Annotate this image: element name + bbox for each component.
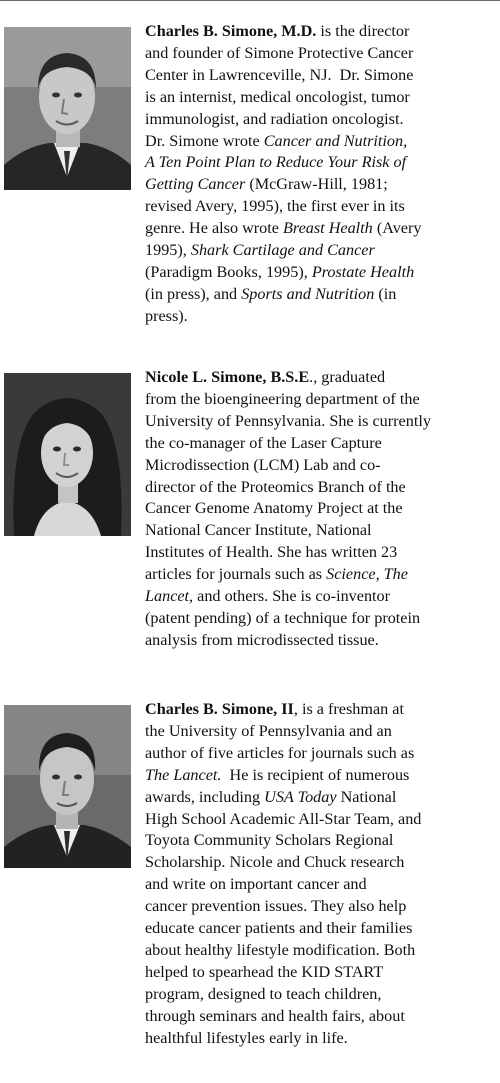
bio-text-span: Dr. Simone wrote [145,131,264,150]
bio-line [145,940,493,962]
bio-line [145,896,493,918]
bio-line [145,131,493,153]
bio-text-span: author of five articles for journals such as [145,743,415,762]
bio-line [145,809,493,831]
bio-text-span: is the director [316,22,410,40]
publication-title: Science, The [326,565,408,584]
bio-text-span: educate cancer patients and their families [145,919,413,938]
bio-text-span: healthful lifestyles early in life. [145,1028,348,1047]
bio-text-span: (McGraw-Hill, 1981; [245,175,388,194]
bio-text-span: the University of Pennsylvania and an [145,721,392,740]
bio-line [145,109,493,131]
bio-text-span: (in [374,284,397,303]
bio-text-span: Center in Lawrenceville, NJ. Dr. Simone [145,65,414,84]
bio-text-span: press). [145,306,188,325]
publication-title: USA Today [264,787,337,806]
bio-line [145,1006,493,1028]
bio-text-span: Cancer Genome Anatomy Project at the [145,499,403,518]
bio-text-span: National [336,787,397,806]
person-name: Charles B. Simone, M.D. [145,22,317,40]
bio-text-span: He is recipient of numerous [221,765,410,784]
bio-text-span: 1995), [145,241,191,260]
bio-line [145,608,493,630]
bio-line [145,174,493,196]
publication-title: The Lancet. [145,765,222,784]
bio-line [145,262,493,284]
bio-text-span: helped to spearhead the KID START [145,962,384,981]
bio-line [145,743,493,765]
bio-line [145,240,493,262]
bio-text-span: , is a freshman at [293,700,404,718]
bio-text-span: through seminars and health fairs, about [145,1006,405,1025]
bio-line [145,21,493,43]
bio-text-span: from the bioengineering department of the [145,389,420,408]
top-rule [0,0,500,1]
bio-text-nicole-simone [145,367,493,652]
bio-text-span: is an internist, medical oncologist, tumor [145,87,410,106]
bio-line [145,65,493,87]
bio-line [145,284,493,306]
bio-line [145,699,493,721]
bio-line [145,1028,493,1050]
bio-text-span: director of the Proteomics Branch of the [145,477,406,496]
bio-text-span: (patent pending) of a technique for protein [145,608,421,627]
publication-title: Sports and Nutrition [241,284,375,303]
publication-title: Getting Cancer [145,175,246,194]
bio-line [145,721,493,743]
bio-line [145,918,493,940]
bio-line [145,830,493,852]
bio-line [145,152,493,174]
bio-text-span: and founder of Simone Protective Cancer [145,43,414,62]
bio-text-span: revised Avery, 1995), the first ever in its [145,197,405,216]
publication-title: Lancet, [145,587,194,606]
bio-text-span: Toyota Community Scholars Regional [145,831,394,850]
bio-line [145,564,493,586]
bio-line [145,542,493,564]
bio-line [145,984,493,1006]
publication-title: A Ten Point Plan to Reduce Your Risk of [145,153,407,172]
bio-text-span: about healthy lifestyle modification. Both [145,940,416,959]
bio-text-span: and others. She is co-inventor [193,587,391,606]
bio-line [145,765,493,787]
bio-text-span: Institutes of Health. She has written 23 [145,543,398,562]
bio-line [145,630,493,652]
bio-text-span: awards, including [145,787,265,806]
bio-text-span: Microdissection (LCM) Lab and co- [145,455,381,474]
bio-line [145,43,493,65]
person-name: Charles B. Simone, II [145,700,294,718]
bio-line [145,196,493,218]
bio-text-span: ., graduated [309,368,386,386]
bio-text-span: (in press), and [145,284,242,303]
person-name: Nicole L. Simone, B.S.E [145,368,310,386]
publication-title: Cancer and Nutrition, [263,131,408,150]
bio-line [145,411,493,433]
bio-line [145,586,493,608]
bio-line [145,874,493,896]
bio-text-charles-simone-ii [145,699,493,1050]
bio-line [145,498,493,520]
bio-line [145,852,493,874]
bio-text-span: University of Pennsylvania. She is currently [145,411,431,430]
bio-text-span: genre. He also wrote [145,219,283,238]
bio-text-span: immunologist, and radiation oncologist. [145,109,404,128]
bio-line [145,520,493,542]
bio-line [145,218,493,240]
publication-title: Breast Health [283,219,373,238]
bio-line [145,433,493,455]
bio-text-span: (Avery [372,219,422,238]
bio-text-span: analysis from microdissected tissue. [145,630,379,649]
bio-text-span: program, designed to teach children, [145,984,382,1003]
portrait-charles-simone-ii [4,705,131,868]
bio-line [145,787,493,809]
bio-text-span: High School Academic All-Star Team, and [145,809,422,828]
bio-line [145,306,493,328]
bio-line [145,367,493,389]
bio-text-span: (Paradigm Books, 1995), [145,262,312,281]
bio-text-charles-simone-md [145,21,493,328]
bio-text-span: and write on important cancer and [145,875,367,894]
publication-title: Shark Cartilage and Cancer [190,241,375,260]
bio-line [145,87,493,109]
bio-text-span: cancer prevention issues. They also help [145,897,407,916]
publication-title: Prostate Health [311,262,415,281]
bio-text-span: National Cancer Institute, National [145,521,372,540]
portrait-charles-simone-md [4,27,131,190]
bio-line [145,455,493,477]
bio-text-span: Scholarship. Nicole and Chuck research [145,853,405,872]
portrait-nicole-simone [4,373,131,536]
bio-text-span: articles for journals such as [145,565,327,584]
bio-line [145,962,493,984]
bio-line [145,389,493,411]
bio-line [145,477,493,499]
bio-text-span: the co-manager of the Laser Capture [145,433,382,452]
